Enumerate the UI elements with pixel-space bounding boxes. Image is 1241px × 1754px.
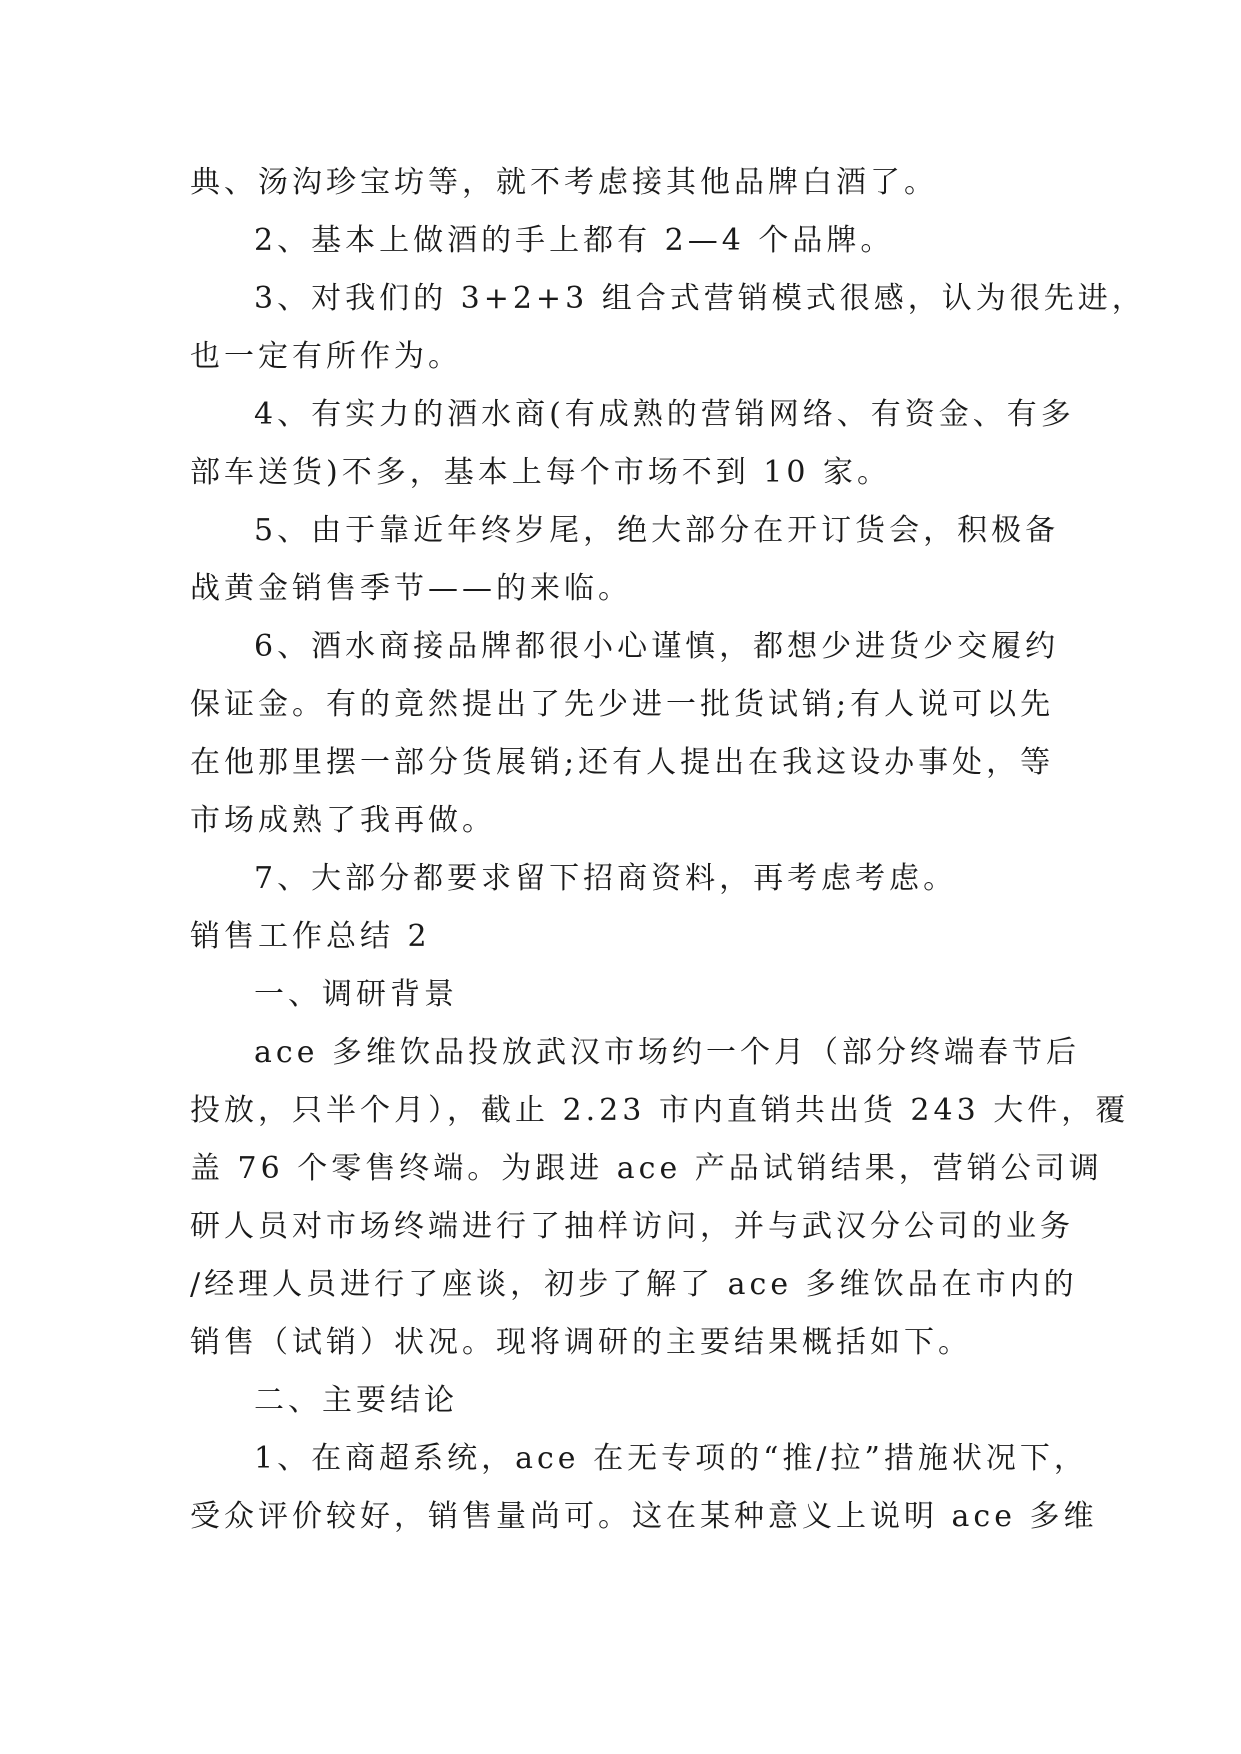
text-line: /经理人员进行了座谈，初步了解了 ace 多维饮品在市内的 (190, 1267, 1078, 1302)
text-line: 投放，只半个月），截止 2.23 市内直销共出货 243 大件，覆 (190, 1093, 1130, 1128)
text-line: 1、在商超系统，ace 在无专项的“推/拉”措施状况下， (254, 1441, 1088, 1476)
text-line: 6、酒水商接品牌都很小心谨慎，都想少进货少交履约 (254, 629, 1060, 664)
text-line: 3、对我们的 3+2+3 组合式营销模式很感，认为很先进， (254, 281, 1146, 316)
text-line: ace 多维饮品投放武汉市场约一个月（部分终端春节后 (254, 1035, 1080, 1070)
text-line: 市场成熟了我再做。 (190, 803, 496, 838)
text-line: 保证金。有的竟然提出了先少进一批货试销;有人说可以先 (190, 687, 1055, 722)
text-line: 战黄金销售季节——的来临。 (190, 571, 632, 606)
section-title: 销售工作总结 2 (190, 919, 431, 954)
text-line: 也一定有所作为。 (190, 339, 462, 374)
text-line: 销售（试销）状况。现将调研的主要结果概括如下。 (190, 1325, 972, 1360)
text-line: 7、大部分都要求留下招商资料，再考虑考虑。 (254, 861, 958, 896)
heading-conclusions: 二、主要结论 (254, 1383, 458, 1418)
text-line: 部车送货)不多，基本上每个市场不到 10 家。 (190, 455, 891, 490)
heading-background: 一、调研背景 (254, 977, 458, 1012)
text-line: 研人员对市场终端进行了抽样访问，并与武汉分公司的业务 (190, 1209, 1074, 1244)
text-line: 典、汤沟珍宝坊等，就不考虑接其他品牌白酒了。 (190, 165, 938, 200)
text-line: 2、基本上做酒的手上都有 2—4 个品牌。 (254, 223, 895, 258)
text-line: 5、由于靠近年终岁尾，绝大部分在开订货会，积极备 (254, 513, 1060, 548)
text-line: 4、有实力的酒水商(有成熟的营销网络、有资金、有多 (254, 397, 1075, 432)
text-line: 受众评价较好，销售量尚可。这在某种意义上说明 ace 多维 (190, 1499, 1098, 1534)
text-line: 在他那里摆一部分货展销;还有人提出在我这设办事处，等 (190, 745, 1055, 780)
text-line: 盖 76 个零售终端。为跟进 ace 产品试销结果，营销公司调 (190, 1151, 1103, 1186)
